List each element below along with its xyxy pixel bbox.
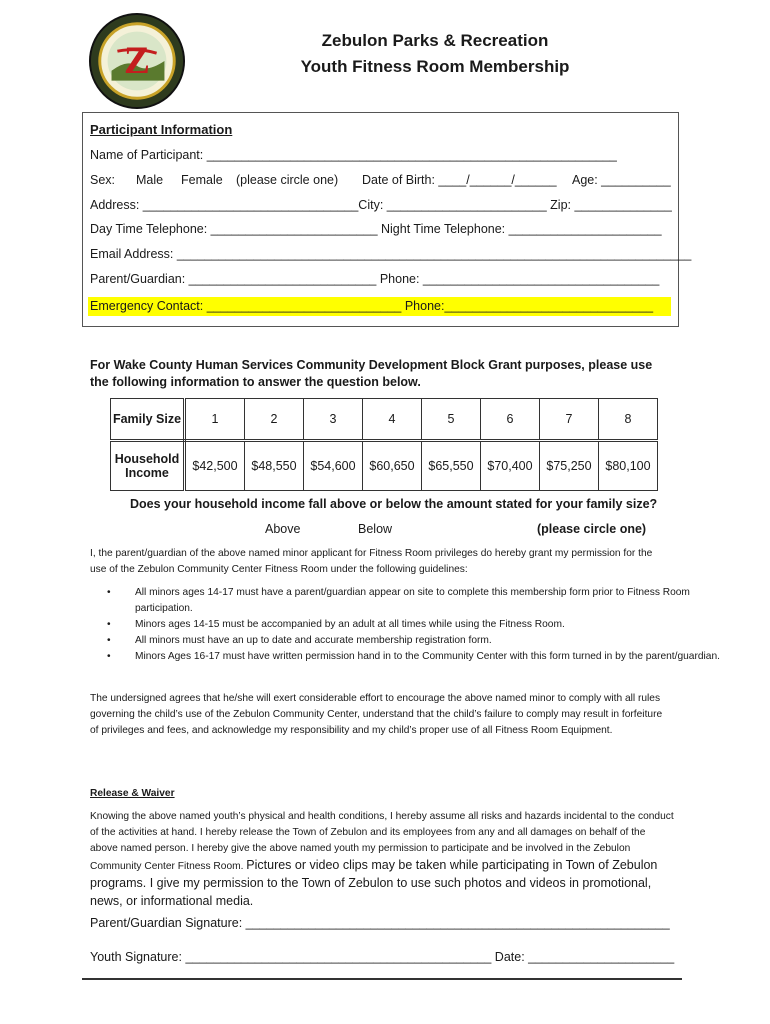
income-cell: $42,500	[185, 441, 245, 491]
income-cell: $48,550	[245, 441, 304, 491]
age-field[interactable]: Age: __________	[572, 173, 671, 187]
participant-name-field[interactable]: Name of Participant: ___________________________________________________________	[90, 148, 617, 162]
size-cell: 6	[481, 399, 540, 441]
town-seal-logo	[88, 12, 186, 110]
size-cell: 2	[245, 399, 304, 441]
guidelines-list	[90, 585, 725, 665]
income-cell: $54,600	[304, 441, 363, 491]
date-of-birth-field[interactable]: Date of Birth: ____/______/______	[362, 173, 557, 187]
income-table	[110, 398, 658, 491]
income-circle-note: (please circle one)	[537, 522, 647, 536]
income-below-option[interactable]: Below	[358, 522, 393, 536]
sex-label: Sex:	[90, 173, 116, 187]
sex-circle-note: (please circle one)	[236, 173, 339, 187]
grant-intro: For Wake County Human Services Community Development Block Grant purposes, please use the following information to answer the question below.	[90, 358, 653, 389]
income-cell: $75,250	[540, 441, 599, 491]
income-cell: $80,100	[599, 441, 658, 491]
family-size-header: Family Size	[111, 399, 185, 441]
income-cell: $60,650	[363, 441, 422, 491]
income-question: Does your household income fall above or below the amount stated for your family size?	[130, 497, 658, 511]
list-item: • All minors must have an up to date and accurate membership registration form.	[135, 633, 725, 649]
size-cell: 5	[422, 399, 481, 441]
page-bottom-rule	[82, 978, 682, 980]
size-cell: 3	[304, 399, 363, 441]
parent-signature-field[interactable]: Parent/Guardian Signature: _____________________________________________________________	[90, 916, 670, 930]
size-cell: 4	[363, 399, 422, 441]
release-paragraph	[90, 809, 675, 911]
participant-heading: Participant Information	[90, 122, 233, 137]
participant-info-box	[82, 112, 679, 327]
family-size-row	[111, 399, 658, 441]
household-income-header: Household Income	[111, 441, 185, 491]
form-title: Zebulon Parks & Recreation	[321, 31, 549, 50]
email-field[interactable]: Email Address: __________________________________________________________________________	[90, 247, 692, 261]
permission-intro: I, the parent/guardian of the above named minor applicant for Fitness Room privileges do hereby grant my permission for the use of the Zebulon Community Center Fitness Room under the following guidelines:	[90, 548, 653, 575]
form-subtitle: Youth Fitness Room Membership	[300, 57, 570, 76]
release-heading: Release & Waiver	[90, 788, 175, 799]
list-item: • Minors Ages 16-17 must have written permission hand in to the Community Center with this form turned in by the parent/guardian.	[135, 649, 725, 665]
sex-female-option[interactable]: Female	[181, 173, 223, 187]
media-consent-text: Pictures or video clips may be taken while participating in Town of Zebulon programs. I give my permission to the Town of Zebulon to use such photos and videos in promotional, news, or informational media.	[90, 858, 658, 908]
youth-signature-field[interactable]: Youth Signature: ____________________________________________ Date: _____________________	[90, 950, 675, 964]
size-cell: 1	[185, 399, 245, 441]
parent-guardian-field[interactable]: Parent/Guardian: ___________________________ Phone: __________________________________	[90, 272, 660, 286]
size-cell: 8	[599, 399, 658, 441]
list-item: • Minors ages 14-15 must be accompanied by an adult at all times while using the Fitness Room.	[135, 617, 725, 633]
release-text: Knowing the above named youth’s physical and health conditions, I hereby assume all risks and hazards incidental to the conduct of the activities at hand. I hereby release the Town of Zebulon and its employees from any and all damages on behalf of the above named person. I hereby give the above named youth my permission to participate and be involved in the Zebulon Community Center Fitness Room.	[90, 811, 674, 872]
list-item: • All minors ages 14-17 must have a parent/guardian appear on site to complete this membership form prior to Fitness Room participation.	[135, 585, 725, 617]
income-cell: $65,550	[422, 441, 481, 491]
size-cell: 7	[540, 399, 599, 441]
emergency-contact-field[interactable]: Emergency Contact: ____________________________ Phone:______________________________	[90, 299, 654, 313]
sex-male-option[interactable]: Male	[136, 173, 164, 187]
income-cell: $70,400	[481, 441, 540, 491]
income-above-option[interactable]: Above	[265, 522, 301, 536]
household-income-row	[111, 441, 658, 491]
agreement-paragraph: The undersigned agrees that he/she will exert considerable effort to encourage the above named minor to comply with all rules governing the child’s use of the Zebulon Community Center, understand that the child’s failure to comply may result in forfeiture of privileges and fees, and acknowledge my responsibility and my child’s proper use of all Fitness Room Equipment.	[90, 693, 663, 736]
address-city-zip-field[interactable]: Address: _______________________________City: _______________________ Zip: ______________	[90, 198, 672, 212]
svg-text:Z: Z	[123, 38, 151, 82]
telephone-field[interactable]: Day Time Telephone: ________________________ Night Time Telephone: ______________________	[90, 222, 662, 236]
